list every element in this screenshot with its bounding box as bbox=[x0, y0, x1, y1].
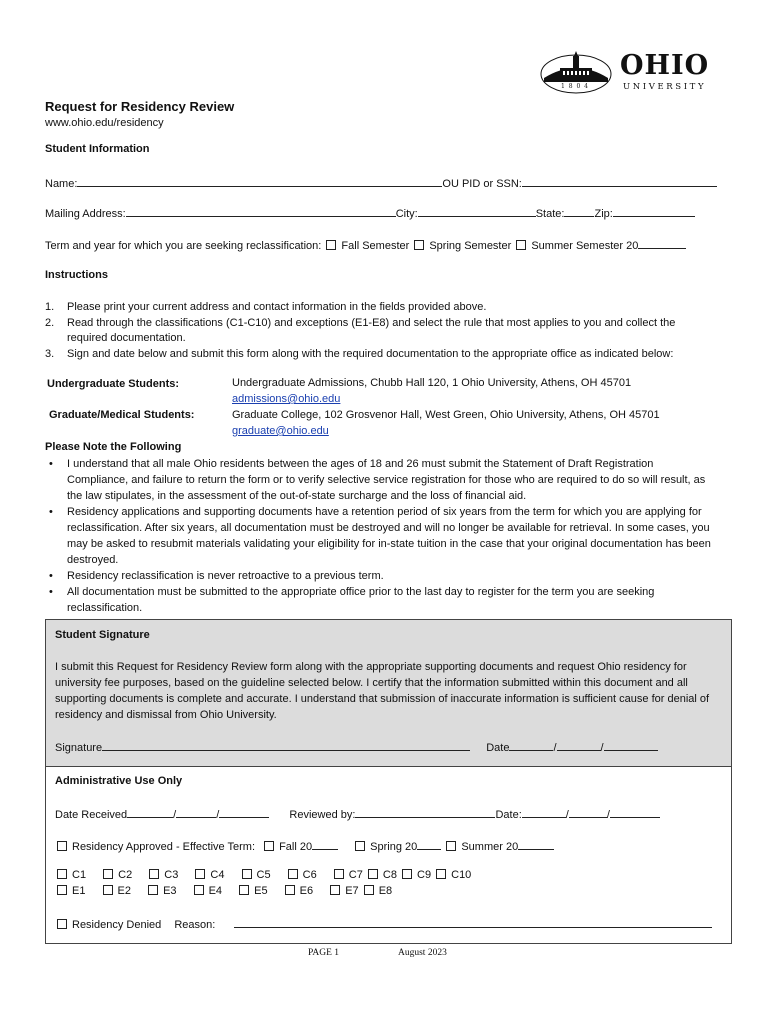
logo-year: 1 8 0 4 bbox=[561, 83, 589, 90]
zip-field[interactable] bbox=[613, 205, 695, 217]
signature-row: Signature Date / / bbox=[55, 739, 658, 754]
code-e5-checkbox[interactable] bbox=[239, 885, 249, 895]
signature-day-field[interactable] bbox=[557, 739, 601, 751]
admin-summer-checkbox[interactable] bbox=[446, 841, 456, 851]
zip-label: Zip: bbox=[594, 208, 613, 220]
student-signature-box bbox=[45, 619, 732, 767]
code-c2-checkbox[interactable] bbox=[103, 869, 113, 879]
code-e2-checkbox[interactable] bbox=[103, 885, 113, 895]
city-field[interactable] bbox=[418, 205, 536, 217]
fall-semester-label: Fall Semester bbox=[341, 240, 410, 252]
approved-row bbox=[55, 838, 554, 853]
summer-semester-checkbox[interactable] bbox=[516, 240, 526, 250]
mailing-row bbox=[45, 205, 715, 220]
reviewed-by-field[interactable] bbox=[355, 806, 495, 818]
review-day-field[interactable] bbox=[569, 806, 607, 818]
review-year-field[interactable] bbox=[610, 806, 660, 818]
code-c4-checkbox[interactable] bbox=[195, 869, 205, 879]
graduate-address: Graduate College, 102 Grosvenor Hall, West Green, Ohio University, Athens, OH 45701 bbox=[232, 409, 660, 421]
summer-year-field[interactable] bbox=[638, 237, 686, 249]
name-label: Name: bbox=[45, 178, 78, 190]
code-e3-checkbox[interactable] bbox=[148, 885, 158, 895]
graduate-email-link[interactable]: graduate@ohio.edu bbox=[232, 425, 329, 437]
instruction-step: 2. Read through the classifications (C1-C10) and exceptions (E1-E8) and select the rule that most applies to you and collect the required documentation. bbox=[45, 316, 676, 344]
undergrad-label: Undergraduate Students: bbox=[47, 378, 180, 390]
date-received-day-field[interactable] bbox=[176, 806, 216, 818]
signature-date-label: Date bbox=[486, 742, 510, 754]
code-c1-checkbox[interactable] bbox=[57, 869, 67, 879]
review-month-field[interactable] bbox=[522, 806, 566, 818]
signature-label: Signature bbox=[55, 742, 103, 754]
classification-codes-row: C1 C2 C3 C4 C5 C6 C7 C8 C9 C10 bbox=[55, 869, 471, 881]
exception-codes-row: E1 E2 E3 E4 E5 E6 E7 E8 bbox=[55, 885, 392, 897]
note-item: • I understand that all male Ohio residents between the ages of 18 and 26 must submit the Statement of Draft Registration Compliance, and failure to return the form or to verify selective service registration for those who are required to do so will result, as the law stipulates, in the assessment of the out-of-state surcharge and the loss of financial aid. bbox=[45, 456, 717, 504]
review-date-label: Date: bbox=[495, 809, 522, 821]
admin-use-box bbox=[45, 766, 732, 944]
city-label: City: bbox=[395, 208, 418, 220]
admin-fall-checkbox[interactable] bbox=[264, 841, 274, 851]
undergrad-address: Undergraduate Admissions, Chubb Hall 120, 1 Ohio University, Athens, OH 45701 bbox=[232, 377, 632, 389]
instruction-step: 1. Please print your current address and contact information in the fields provided above. bbox=[45, 301, 487, 313]
signature-heading: Student Signature bbox=[55, 629, 150, 641]
note-item: • Residency applications and supporting documents have a retention period of six years from the term for which you are applying for reclassification. After six years, all documentation must be destroyed and will no longer be available for retrieval. In some cases, you may be asked to resubmit materials validating your eligibility for in-state tuition in the case that your original documentation has been destroyed. bbox=[45, 504, 717, 568]
signature-field[interactable] bbox=[102, 739, 470, 751]
note-item: • All documentation must be submitted to the appropriate office prior to the last day to register for the term you are seeking reclassification. bbox=[45, 584, 717, 616]
date-received-month-field[interactable] bbox=[127, 806, 173, 818]
code-c9-checkbox[interactable] bbox=[402, 869, 412, 879]
footer-date: August 2023 bbox=[398, 948, 447, 958]
code-c6-checkbox[interactable] bbox=[288, 869, 298, 879]
notes-list bbox=[45, 456, 717, 616]
admissions-email-link[interactable]: admissions@ohio.edu bbox=[232, 393, 341, 405]
admin-fall-label: Fall 20 bbox=[279, 841, 313, 853]
code-c7-checkbox[interactable] bbox=[334, 869, 344, 879]
date-received-year-field[interactable] bbox=[219, 806, 269, 818]
date-received-label: Date Received bbox=[55, 809, 128, 821]
residency-url: www.ohio.edu/residency bbox=[45, 117, 164, 129]
admin-spring-year-field[interactable] bbox=[417, 838, 441, 850]
logo-name: OHIO bbox=[620, 50, 710, 81]
page-title: Request for Residency Review bbox=[45, 99, 235, 114]
code-c3-checkbox[interactable] bbox=[149, 869, 159, 879]
denied-reason-field[interactable] bbox=[234, 916, 712, 928]
name-field[interactable] bbox=[77, 175, 442, 187]
code-e8-checkbox[interactable] bbox=[364, 885, 374, 895]
signature-statement: I submit this Request for Residency Review form along with the appropriate supporting documents and request Ohio residency for university fee purposes, based on the guideline selected below. I certify that the information submitted within this document and all supporting documents is complete and accurate. I understand that submission of inaccurate information is sufficient cause for denial of residency and dismissal from Ohio University. bbox=[55, 661, 710, 721]
admin-spring-label: Spring 20 bbox=[370, 841, 418, 853]
reviewed-by-label: Reviewed by: bbox=[289, 809, 356, 821]
mailing-label: Mailing Address: bbox=[45, 208, 126, 220]
code-e4-checkbox[interactable] bbox=[194, 885, 204, 895]
student-info-heading: Student Information bbox=[45, 143, 150, 155]
admin-summer-label: Summer 20 bbox=[461, 841, 519, 853]
signature-year-field[interactable] bbox=[604, 739, 658, 751]
denied-reason-label: Reason: bbox=[174, 919, 216, 931]
summer-semester-label: Summer Semester 20 bbox=[531, 240, 639, 252]
admin-dates-row: Date Received / / Reviewed by: Date: / / bbox=[55, 806, 660, 821]
ohio-university-logo bbox=[540, 50, 715, 94]
residency-approved-label: Residency Approved - Effective Term: bbox=[72, 841, 256, 853]
page-number: PAGE 1 bbox=[308, 948, 340, 958]
notes-heading: Please Note the Following bbox=[45, 441, 182, 453]
term-label: Term and year for which you are seeking reclassification: bbox=[45, 240, 322, 252]
spring-semester-checkbox[interactable] bbox=[414, 240, 424, 250]
admin-spring-checkbox[interactable] bbox=[355, 841, 365, 851]
code-c10-checkbox[interactable] bbox=[436, 869, 446, 879]
admin-summer-year-field[interactable] bbox=[518, 838, 554, 850]
name-row bbox=[45, 175, 715, 190]
note-item: • Residency reclassification is never retroactive to a previous term. bbox=[45, 568, 717, 584]
instructions-heading: Instructions bbox=[45, 269, 108, 281]
denied-row bbox=[55, 916, 712, 931]
pid-label: OU PID or SSN: bbox=[442, 178, 522, 190]
logo-sub: UNIVERSITY bbox=[623, 82, 707, 92]
code-e7-checkbox[interactable] bbox=[330, 885, 340, 895]
code-e6-checkbox[interactable] bbox=[285, 885, 295, 895]
mailing-field[interactable] bbox=[126, 205, 396, 217]
instruction-step: 3. Sign and date below and submit this form along with the required documentation to the appropriate office as indicated below: bbox=[45, 347, 674, 360]
fall-semester-checkbox[interactable] bbox=[326, 240, 336, 250]
state-field[interactable] bbox=[564, 205, 594, 217]
spring-semester-label: Spring Semester bbox=[429, 240, 512, 252]
residency-denied-checkbox[interactable] bbox=[57, 919, 67, 929]
residency-approved-checkbox[interactable] bbox=[57, 841, 67, 851]
admin-heading: Administrative Use Only bbox=[55, 775, 183, 787]
code-c5-checkbox[interactable] bbox=[242, 869, 252, 879]
state-label: State: bbox=[535, 208, 565, 220]
pid-field[interactable] bbox=[522, 175, 717, 187]
instructions-list bbox=[45, 300, 715, 362]
code-c8-checkbox[interactable] bbox=[368, 869, 378, 879]
graduate-label: Graduate/Medical Students: bbox=[49, 409, 195, 421]
admin-fall-year-field[interactable] bbox=[312, 838, 338, 850]
residency-denied-label: Residency Denied bbox=[72, 919, 162, 931]
signature-month-field[interactable] bbox=[509, 739, 553, 751]
term-row bbox=[45, 237, 686, 252]
code-e1-checkbox[interactable] bbox=[57, 885, 67, 895]
